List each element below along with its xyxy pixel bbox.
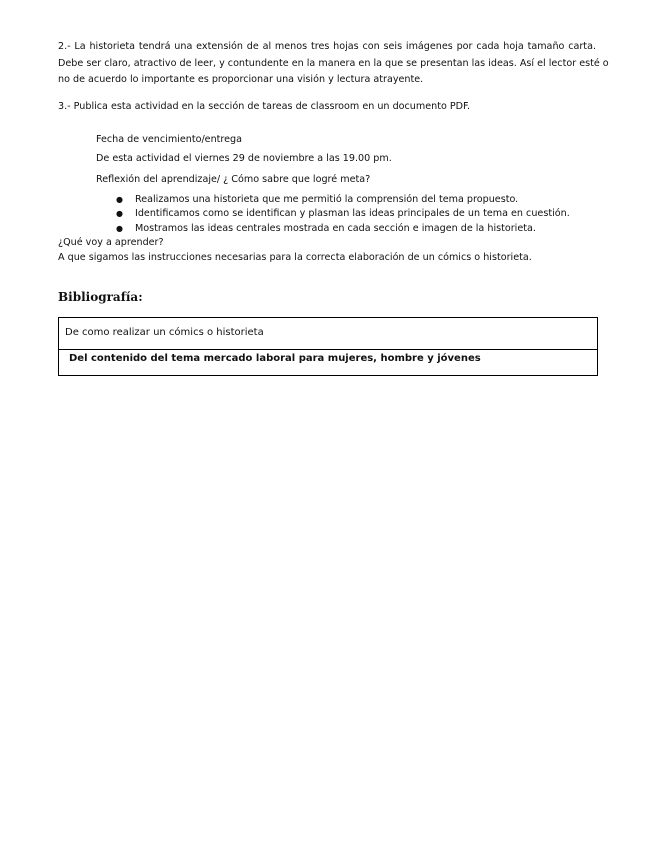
bullet-icon: ● [116, 209, 123, 218]
reflection-item: Identificamos como se identifican y plasman las ideas principales de un tema en cuestión. [135, 208, 570, 219]
due-text: De esta actividad el viernes 29 de noviembre a las 19.00 pm. [96, 153, 392, 164]
table-row [59, 318, 597, 350]
bibliography-title: Bibliografía: [58, 290, 143, 304]
bullet-icon: ● [116, 224, 123, 233]
learning-question: ¿Qué voy a aprender? [58, 237, 164, 248]
bibliography-table [58, 317, 598, 376]
bullet-icon: ● [116, 195, 123, 204]
table-cell: Del contenido del tema mercado laboral para mujeres, hombre y jóvenes [69, 353, 481, 364]
paragraph-2-line-2: Debe ser claro, atractivo de leer, y contundente en la manera en la que se presentan las ideas. Así el lector esté o [58, 58, 609, 69]
reflection-item: Mostramos las ideas centrales mostrada en cada sección e imagen de la historieta. [135, 223, 536, 234]
paragraph-2-line-3: no de acuerdo lo importante es proporcionar una visión y lectura atrayente. [58, 74, 424, 85]
table-cell: De como realizar un cómics o historieta [65, 327, 264, 338]
learning-answer: A que sigamos las instrucciones necesarias para la correcta elaboración de un cómics o historieta. [58, 252, 532, 263]
paragraph-2-line-1: 2.- La historieta tendrá una extensión de al menos tres hojas con seis imágenes por cada hoja tamaño carta. [58, 41, 596, 52]
reflection-item: Realizamos una historieta que me permitió la comprensión del tema propuesto. [135, 194, 519, 205]
reflection-label: Reflexión del aprendizaje/ ¿ Cómo sabre que logré meta? [96, 174, 371, 185]
due-label: Fecha de vencimiento/entrega [96, 134, 243, 145]
paragraph-3: 3.- Publica esta actividad en la sección de tareas de classroom en un documento PDF. [58, 101, 471, 112]
table-row [59, 350, 597, 375]
